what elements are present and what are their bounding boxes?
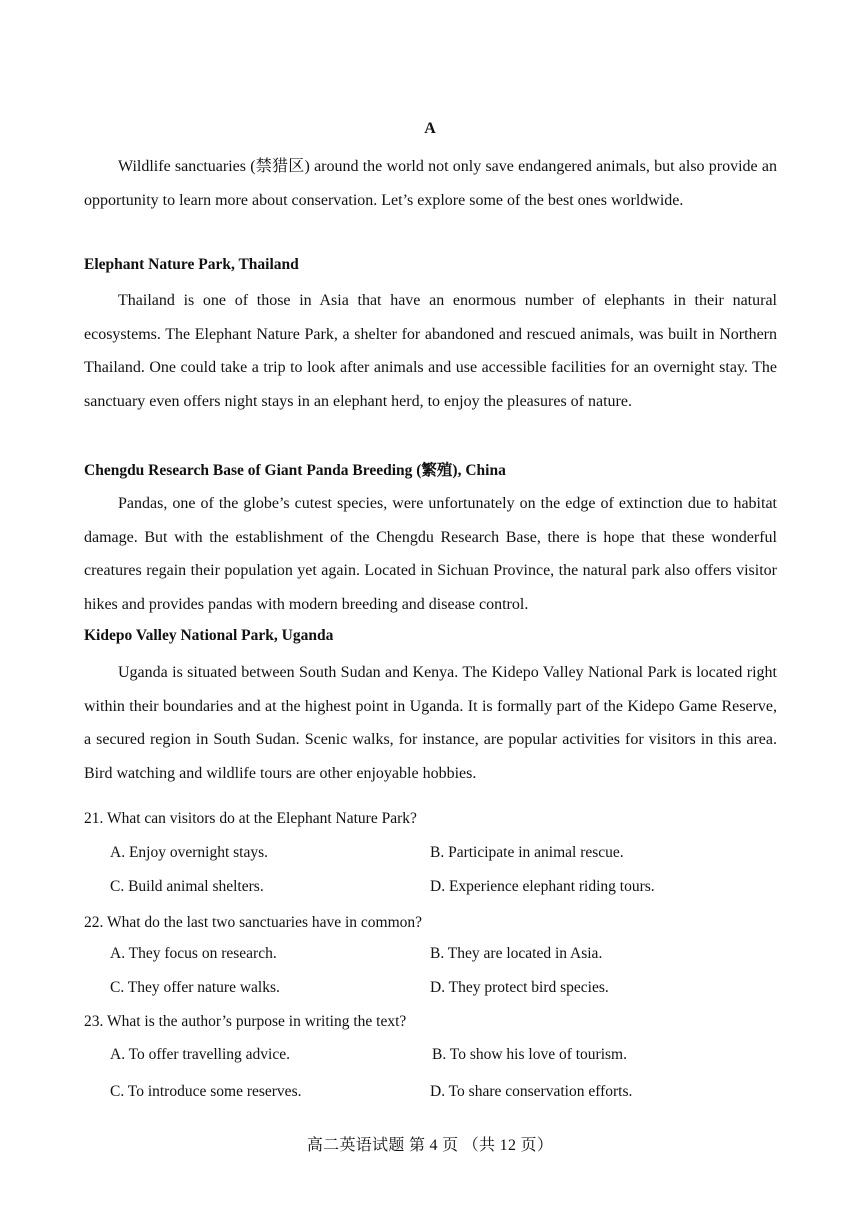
question-22-option-d: D. They protect bird species.	[430, 979, 609, 996]
question-21-option-d: D. Experience elephant riding tours.	[430, 878, 655, 895]
question-22-option-b: B. They are located in Asia.	[430, 945, 603, 962]
question-21-option-a: A. Enjoy overnight stays.	[110, 844, 268, 861]
heading-elephant-park: Elephant Nature Park, Thailand	[84, 256, 299, 273]
question-23-option-c: C. To introduce some reserves.	[110, 1083, 302, 1100]
paragraph-kidepo-park: Uganda is situated between South Sudan and Kenya. The Kidepo Valley National Park is located right within their boundaries and at the highest point in Uganda. It is formally part of the Kidepo Game Reserve, a secured region in South Sudan. Scenic walks, for instance, are popular activities for visitors in this area. Bird watching and wildlife tours are other enjoyable hobbies.	[84, 664, 777, 782]
question-21-option-b: B. Participate in animal rescue.	[430, 844, 624, 861]
question-21-stem: 21. What can visitors do at the Elephant Nature Park?	[84, 810, 417, 827]
heading-kidepo-park: Kidepo Valley National Park, Uganda	[84, 627, 334, 644]
page-footer: 高二英语试题 第 4 页 （共 12 页）	[306, 1137, 554, 1154]
question-23-option-a: A. To offer travelling advice.	[110, 1046, 290, 1063]
question-22-stem: 22. What do the last two sanctuaries have in common?	[84, 914, 423, 931]
question-22-option-c: C. They offer nature walks.	[110, 979, 280, 996]
question-23-stem: 23. What is the author’s purpose in writing the text?	[84, 1013, 407, 1030]
intro-paragraph: Wildlife sanctuaries (禁猎区) around the world not only save endangered animals, but also provide an opportunity to learn more about conservation. Let’s explore some of the best ones worldwide.	[84, 158, 777, 209]
question-21-option-c: C. Build animal shelters.	[110, 878, 264, 895]
question-23-option-b: B. To show his love of tourism.	[432, 1046, 627, 1063]
paragraph-elephant-park: Thailand is one of those in Asia that have an enormous number of elephants in their natural ecosystems. The Elephant Nature Park, a shelter for abandoned and rescued animals, was built in Northern Thailand. One could take a trip to look after animals and use accessible facilities for an overnight stay. The sanctuary even offers night stays in an elephant herd, to enjoy the pleasures of nature.	[84, 292, 777, 410]
question-23-option-d: D. To share conservation efforts.	[430, 1083, 633, 1100]
heading-panda-base: Chengdu Research Base of Giant Panda Breeding (繁殖), China	[84, 462, 506, 479]
section-title: A	[424, 120, 436, 137]
question-22-option-a: A. They focus on research.	[110, 945, 277, 962]
paragraph-panda-base: Pandas, one of the globe’s cutest species, were unfortunately on the edge of extinction due to habitat damage. But with the establishment of the Chengdu Research Base, there is hope that these wonderful creatures regain their population yet again. Located in Sichuan Province, the natural park also offers visitor hikes and provides pandas with modern breeding and disease control.	[84, 495, 777, 613]
